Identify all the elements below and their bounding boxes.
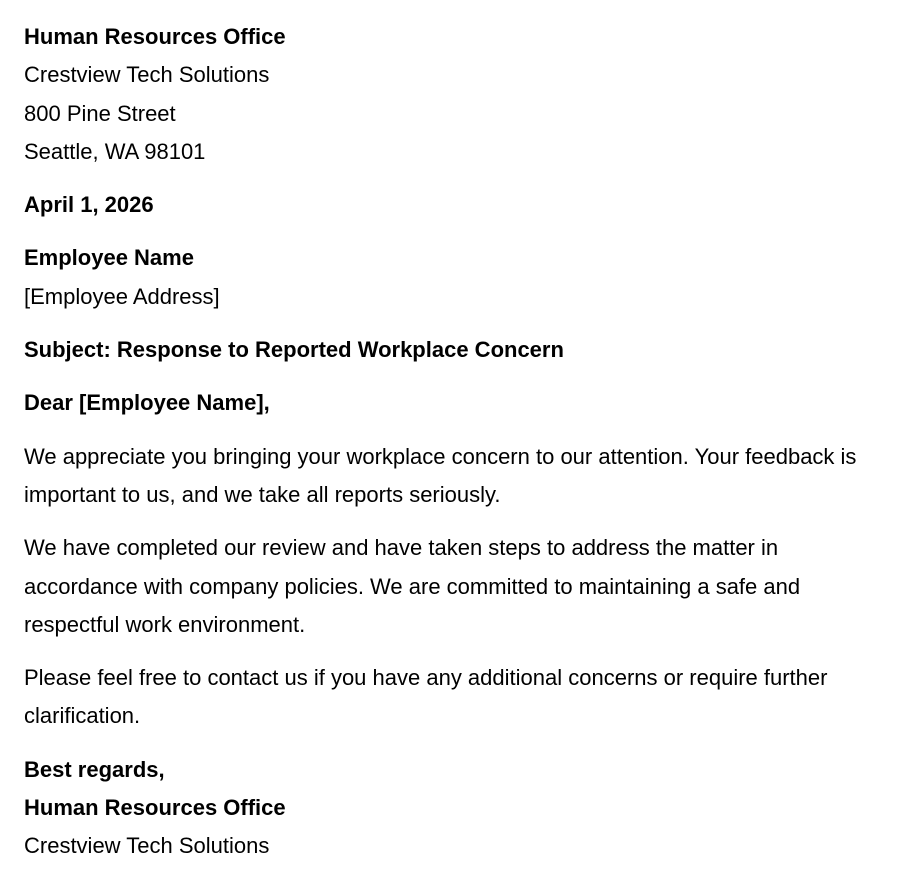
closing-office: Human Resources Office xyxy=(24,795,286,821)
body-paragraph-2: We have completed our review and have taken steps to address the matter in accordance with company policies. We are committed to maintaining a safe and respectful work environment. xyxy=(24,535,801,637)
salutation: Dear [Employee Name], xyxy=(24,390,270,416)
sender-street: 800 Pine Street xyxy=(24,100,176,126)
letter-date: April 1, 2026 xyxy=(24,192,154,218)
recipient-address: [Employee Address] xyxy=(24,283,220,309)
salutation-block xyxy=(24,384,860,422)
subject-block xyxy=(24,331,860,369)
closing-block xyxy=(24,751,860,866)
sender-office: Human Resources Office xyxy=(24,24,286,49)
body-paragraph-1: We appreciate you bringing your workplace concern to our attention. Your feedback is important to us, and we take all reports seriously. xyxy=(24,443,857,507)
sender-city-state-zip: Seattle, WA 98101 xyxy=(24,138,206,164)
sender-company: Crestview Tech Solutions xyxy=(24,62,270,88)
recipient-block xyxy=(24,239,860,316)
sender-address-block xyxy=(24,18,860,171)
closing-company: Crestview Tech Solutions xyxy=(24,833,270,859)
recipient-name: Employee Name xyxy=(24,245,194,271)
closing-sign-off: Best regards, xyxy=(24,756,165,782)
subject-line: Subject: Response to Reported Workplace Concern xyxy=(24,337,564,363)
body-paragraph-3: Please feel free to contact us if you have any additional concerns or require further clarification. xyxy=(24,665,828,729)
letter-date-block xyxy=(24,186,860,224)
